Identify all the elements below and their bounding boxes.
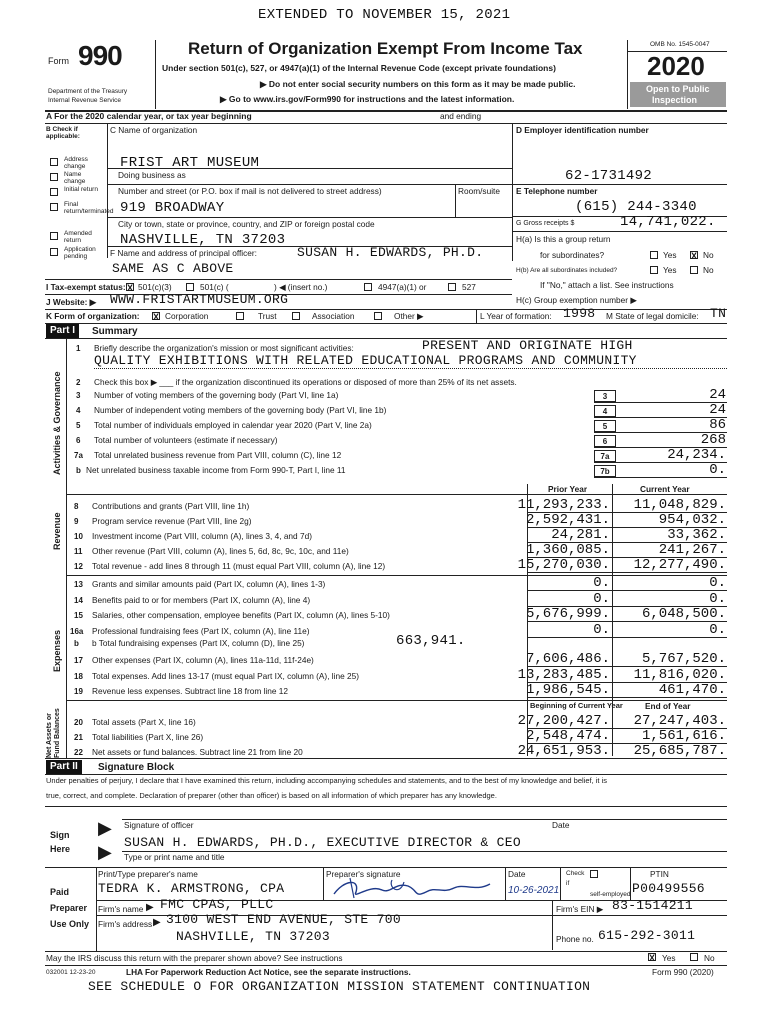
irs-link-notice: ▶ Go to www.irs.gov/Form990 for instructions and the latest information.	[220, 94, 515, 104]
subordinate-list-note: If "No," attach a list. See instructions	[540, 280, 674, 290]
ptin-value[interactable]: P00499556	[632, 881, 705, 896]
prep-sig-label: Preparer's signature	[326, 869, 401, 879]
line-label: Net assets or fund balances. Subtract line 21 from line 20	[92, 747, 303, 757]
checkbox-label: Final return/terminated	[64, 201, 114, 216]
k-corp-label: Corporation	[165, 311, 209, 321]
officer-label: F Name and address of principal officer:	[110, 248, 257, 258]
subordinates-label: H(b) Are all subordinates included?	[516, 267, 618, 274]
side-label-expenses: Expenses	[52, 629, 62, 672]
current-year-value[interactable]: 11,048,829.	[633, 497, 726, 513]
check-applicable-label: B Check if applicable:	[46, 126, 80, 141]
line-box-number: 7b	[594, 465, 616, 477]
phone-label: E Telephone number	[516, 186, 598, 196]
status-501c-label: 501(c) (	[200, 282, 229, 292]
line-number: 3	[76, 391, 81, 400]
here-label: Here	[50, 844, 71, 854]
form-title: Return of Organization Exempt From Income Tax	[188, 39, 583, 58]
k-assoc-label: Association	[312, 311, 355, 321]
ha-no-label: No	[703, 250, 714, 260]
line-label: Benefits paid to or for members (Part IX, column (A), line 4)	[92, 594, 311, 605]
side-label-governance: Activities & Governance	[52, 371, 62, 475]
treasury-dept: Department of the Treasury	[48, 88, 128, 95]
side-label-net-assets: Net Assets or Fund Balances	[46, 708, 61, 758]
perjury-text-2: true, correct, and complete. Declaration of preparer (other than officer) is based on all information of which preparer has any knowledge.	[46, 791, 497, 800]
line-number: 10	[74, 532, 83, 541]
sign-arrow-icon: ▶	[98, 818, 112, 838]
k-trust-label: Trust	[258, 311, 277, 321]
status-501c3-checkbox[interactable]: X	[127, 283, 134, 293]
k-corp-checkbox[interactable]: X	[153, 312, 160, 322]
preparer-name[interactable]: TEDRA K. ARMSTRONG, CPA	[98, 881, 285, 896]
open-public-line2: Inspection	[652, 95, 698, 105]
self-employed-label: self-employed	[590, 891, 631, 898]
line-value[interactable]: 24	[709, 387, 726, 403]
side-label-revenue: Revenue	[52, 512, 62, 550]
checkbox-final-return[interactable]	[50, 203, 58, 211]
prior-year-value[interactable]: 7,606,486.	[525, 651, 610, 667]
firm-phone-label: Phone no.	[556, 934, 594, 944]
officer-date-label: Date	[552, 820, 570, 830]
line-label: Total number of volunteers (estimate if necessary)	[94, 435, 278, 445]
prior-year-value[interactable]: 0.	[593, 590, 610, 607]
officer-signature-label: Signature of officer	[124, 820, 194, 830]
line-number: 20	[74, 718, 83, 727]
line-label: Total expenses. Add lines 13-17 (must equal Part IX, column (A), line 25)	[92, 670, 360, 681]
checkbox-name-change[interactable]	[50, 173, 58, 181]
status-501c3-label: 501(c)(3)	[138, 282, 172, 292]
tax-exempt-label: I Tax-exempt status:	[46, 282, 126, 292]
current-year-value[interactable]: 11,816,020.	[633, 666, 726, 683]
omb-number: OMB No. 1545-0047	[650, 41, 710, 48]
firm-address-2[interactable]: NASHVILLE, TN 37203	[176, 929, 330, 944]
officer-address[interactable]: SAME AS C ABOVE	[112, 261, 234, 276]
line-number: 5	[76, 421, 81, 430]
line-number: 12	[74, 562, 83, 571]
line-label: Grants and similar amounts paid (Part IX, column (A), lines 1-3)	[92, 579, 326, 589]
tax-year: 2020	[647, 51, 705, 81]
status-4947-checkbox[interactable]	[364, 283, 372, 291]
prior-year-value[interactable]: 24,281.	[551, 527, 610, 543]
if-label: if	[566, 880, 570, 887]
footer-lha: LHA For Paperwork Reduction Act Notice, see the separate instructions.	[126, 967, 411, 977]
firm-address-arrow-icon: ▶	[153, 917, 161, 928]
checkbox-label: Address change	[64, 156, 88, 171]
ein-label: D Employer identification number	[516, 125, 649, 135]
preparer-signature	[330, 874, 502, 902]
current-year-header: Current Year	[640, 484, 690, 494]
part-1-title: Summary	[92, 326, 138, 337]
current-year-value[interactable]: 954,032.	[658, 512, 726, 528]
sign-label: Sign	[50, 830, 70, 840]
perjury-text-1: Under penalties of perjury, I declare that I have examined this return, including accompanying schedules and statements, and to the best of my knowledge and belief, it is	[46, 776, 608, 785]
checkbox-label: Name change	[64, 171, 86, 186]
prior-year-value[interactable]: 5,676,999.	[525, 606, 610, 622]
mission-line-2[interactable]: QUALITY EXHIBITIONS WITH RELATED EDUCATIONAL PROGRAMS AND COMMUNITY	[94, 353, 637, 368]
line-label: Number of independent voting members of the governing body (Part VI, line 1b)	[94, 405, 387, 415]
line-value[interactable]: 86	[709, 417, 726, 433]
discuss-question: May the IRS discuss this return with the preparer shown above? See instructions	[46, 953, 343, 963]
line-box-number: 6	[594, 435, 616, 447]
current-year-value[interactable]: 33,362.	[667, 527, 726, 543]
line-number: 17	[74, 656, 83, 665]
group-return-label: H(a) Is this a group return	[516, 234, 611, 244]
check-label: Check	[566, 870, 585, 877]
line-label: Total unrelated business revenue from Part VIII, column (C), line 12	[94, 450, 342, 460]
sign-arrow-icon: ▶	[98, 842, 112, 862]
form-of-org-label: K Form of organization:	[46, 311, 140, 321]
line-label: Program service revenue (Part VIII, line 2g)	[92, 516, 252, 526]
prior-year-value[interactable]: 1,360,085.	[525, 542, 610, 558]
firm-address-label: Firm's address	[98, 919, 153, 929]
current-year-value[interactable]: 1,561,616.	[641, 728, 726, 744]
line-label: Salaries, other compensation, employee benefits (Part IX, column (A), lines 5-10)	[92, 610, 390, 620]
type-name-label: Type or print name and title	[124, 852, 225, 862]
line-2-label: Check this box ▶ ___ if the organization discontinued its operations or disposed of more than 25% of its net assets.	[94, 377, 517, 387]
form-word: Form	[48, 56, 69, 66]
checkbox-address-change[interactable]	[50, 158, 58, 166]
prior-year-value[interactable]: 0.	[593, 575, 610, 591]
current-year-value[interactable]: 25,685,787.	[633, 743, 726, 759]
paid-label: Paid	[50, 887, 70, 897]
line-a-ending: and ending	[440, 111, 482, 121]
line-16b-label: b Total fundraising expenses (Part IX, column (D), line 25)	[92, 638, 305, 648]
part-2-tag: Part II	[46, 760, 82, 774]
prior-year-header: Prior Year	[548, 484, 588, 494]
domicile-label: M State of legal domicile:	[606, 311, 699, 321]
prior-year-value[interactable]: 24,651,953.	[517, 743, 610, 759]
group-return-label2: for subordinates?	[540, 250, 605, 260]
line-label: Professional fundraising fees (Part IX, column (A), line 11e)	[92, 625, 310, 636]
prior-year-value[interactable]: 0.	[593, 621, 610, 638]
status-527-label: 527	[462, 282, 476, 292]
line-label: Other expenses (Part IX, column (A), lines 11a-11d, 11f-24e)	[92, 655, 314, 665]
current-year-value[interactable]: 12,277,490.	[633, 557, 726, 573]
current-year-value[interactable]: 0.	[709, 575, 726, 591]
line-box-number: 4	[594, 405, 616, 417]
firm-name[interactable]: FMC CPAS, PLLC	[160, 897, 274, 912]
line-number: 9	[74, 517, 79, 526]
ha-yes-label: Yes	[663, 250, 677, 260]
org-name[interactable]: FRIST ART MUSEUM	[120, 155, 260, 171]
current-year-value[interactable]: 6,048,500.	[641, 606, 726, 622]
begin-year-header: Beginning of Current Year	[530, 701, 623, 710]
line-number: 21	[74, 733, 83, 742]
line-label: Number of voting members of the governing body (Part VI, line 1a)	[94, 390, 339, 400]
line-1-label: Briefly describe the organization's mission or most significant activities:	[94, 343, 354, 353]
preparer-label: Preparer	[50, 903, 88, 913]
ha-yes-checkbox[interactable]	[650, 251, 658, 259]
checkbox-application-pending[interactable]	[50, 248, 58, 256]
k-other-label: Other ▶	[394, 311, 424, 321]
firm-ein-label: Firm's EIN ▶	[556, 904, 604, 914]
formation-year-label: L Year of formation:	[480, 311, 552, 321]
line-label: Net unrelated business taxable income from Form 990-T, Part I, line 11	[86, 465, 346, 475]
schedule-o-note: SEE SCHEDULE O FOR ORGANIZATION MISSION STATEMENT CONTINUATION	[88, 979, 591, 994]
line-box-number: 3	[594, 390, 616, 402]
prep-date-label: Date	[508, 869, 526, 879]
website-value[interactable]: WWW.FRISTARTMUSEUM.ORG	[110, 292, 289, 307]
current-year-value[interactable]: 5,767,520.	[641, 651, 726, 667]
principal-officer[interactable]: SUSAN H. EDWARDS, PH.D.	[297, 245, 484, 260]
prior-year-value[interactable]: 11,293,233.	[517, 497, 610, 513]
status-501c-checkbox[interactable]	[186, 283, 194, 291]
firm-ein[interactable]: 83-1514211	[612, 898, 694, 913]
line-label: Total liabilities (Part X, line 26)	[92, 732, 204, 742]
line-number: 14	[74, 595, 83, 605]
current-year-value[interactable]: 0.	[709, 621, 726, 638]
street-address[interactable]: 919 BROADWAY	[120, 200, 225, 216]
line-number: 7a	[74, 451, 83, 460]
line-number: 16a	[70, 626, 84, 636]
current-year-value[interactable]: 241,267.	[658, 542, 726, 558]
line-number: b	[76, 466, 81, 475]
phone-value[interactable]: (615) 244-3340	[575, 199, 697, 215]
use-only-label: Use Only	[50, 919, 90, 929]
current-year-value[interactable]: 0.	[709, 590, 726, 607]
form-number: 990	[78, 40, 122, 71]
checkbox-label: Initial return	[64, 186, 98, 193]
prior-year-value[interactable]: 1,986,545.	[525, 682, 610, 698]
prior-year-value[interactable]: 2,592,431.	[525, 512, 610, 528]
checkbox-label: Amended return	[64, 230, 92, 245]
hb-yes-checkbox[interactable]	[650, 266, 658, 274]
status-4947-label: 4947(a)(1) or	[378, 282, 427, 292]
room-suite-label: Room/suite	[458, 186, 500, 196]
line-number: 6	[76, 436, 81, 445]
discuss-yes-label: Yes	[662, 953, 676, 963]
k-trust-checkbox[interactable]	[236, 312, 244, 320]
footer-form-ref: Form 990 (2020)	[652, 967, 714, 977]
line-number: 13	[74, 580, 83, 589]
preparer-date[interactable]: 10-26-2021	[508, 885, 560, 896]
city-state-zip[interactable]: NASHVILLE, TN 37203	[120, 232, 286, 248]
dba-label: Doing business as	[118, 170, 186, 180]
current-year-value[interactable]: 461,470.	[658, 682, 726, 698]
firm-arrow-icon: ▶	[146, 902, 154, 913]
domicile-state[interactable]: TN	[710, 306, 727, 321]
end-year-header: End of Year	[645, 701, 691, 711]
prep-name-label: Print/Type preparer's name	[98, 869, 198, 879]
formation-year[interactable]: 1998	[563, 306, 596, 321]
prior-year-value[interactable]: 13,283,485.	[517, 666, 610, 683]
prior-year-value[interactable]: 15,270,030.	[517, 557, 610, 573]
open-public-line1: Open to Public	[646, 84, 710, 94]
line-box-number: 5	[594, 420, 616, 432]
line-value[interactable]: 24	[709, 402, 726, 418]
line-number: 22	[74, 748, 83, 757]
line-label: Other revenue (Part VIII, column (A), lines 5, 6d, 8c, 9c, 10c, and 11e)	[92, 546, 349, 556]
status-insert-label: ) ◀ (insert no.)	[274, 282, 328, 292]
city-label: City or town, state or province, country, and ZIP or foreign postal code	[118, 219, 375, 229]
group-exemption-label: H(c) Group exemption number ▶	[516, 295, 637, 305]
ha-no-checkbox[interactable]: X	[691, 251, 698, 261]
discuss-yes-checkbox[interactable]: X	[649, 953, 656, 963]
gross-receipts-label: G Gross receipts $	[516, 220, 575, 227]
irs-name: Internal Revenue Service	[48, 97, 121, 104]
street-label: Number and street (or P.O. box if mail is not delivered to street address)	[118, 186, 382, 196]
website-label: J Website: ▶	[46, 297, 97, 307]
line-label: Revenue less expenses. Subtract line 18 from line 12	[92, 686, 289, 696]
checkbox-initial-return[interactable]	[50, 188, 58, 196]
discuss-no-label: No	[704, 953, 715, 963]
checkbox-amended-return[interactable]	[50, 232, 58, 240]
line-label: Total number of individuals employed in calendar year 2020 (Part V, line 2a)	[94, 420, 372, 430]
footer-code: 032001 12-23-20	[46, 969, 96, 976]
firm-address-1[interactable]: 3100 WEST END AVENUE, STE 700	[166, 912, 401, 927]
part-1-tag: Part I	[46, 324, 79, 338]
hb-no-checkbox[interactable]	[690, 266, 698, 274]
officer-name-title[interactable]: SUSAN H. EDWARDS, PH.D., EXECUTIVE DIRECTOR & CEO	[124, 835, 521, 850]
extended-notice: EXTENDED TO NOVEMBER 15, 2021	[258, 7, 511, 23]
org-name-label: C Name of organization	[110, 125, 198, 135]
part-2-title: Signature Block	[98, 762, 175, 773]
ssn-notice: ▶ Do not enter social security numbers on this form as it may be made public.	[260, 79, 576, 89]
status-527-checkbox[interactable]	[448, 283, 456, 291]
line-number: 19	[74, 687, 83, 696]
ptin-label: PTIN	[650, 869, 669, 879]
line-label: Total revenue - add lines 8 through 11 (must equal Part VIII, column (A), line 12)	[92, 561, 386, 571]
discuss-no-checkbox[interactable]	[690, 953, 698, 961]
form-subtitle: Under section 501(c), 527, or 4947(a)(1) of the Internal Revenue Code (except private foundations)	[162, 63, 556, 73]
line-number: 18	[74, 671, 83, 681]
line-number: 15	[74, 611, 83, 620]
line-label: Contributions and grants (Part VIII, line 1h)	[92, 501, 250, 511]
line-a-label: A For the 2020 calendar year, or tax year beginning	[46, 111, 252, 121]
line-label: Total assets (Part X, line 16)	[92, 717, 196, 727]
line-number: 11	[74, 547, 83, 556]
line-number: 8	[74, 502, 79, 511]
line-16b-value[interactable]: 663,941.	[396, 633, 466, 649]
line-label: Investment income (Part VIII, column (A), lines 3, 4, and 7d)	[92, 531, 312, 541]
k-assoc-checkbox[interactable]	[292, 312, 300, 320]
k-other-checkbox[interactable]	[374, 312, 382, 320]
line-value[interactable]: 24,234.	[667, 447, 726, 463]
hb-yes-label: Yes	[663, 265, 677, 275]
gross-receipts-value[interactable]: 14,741,022.	[620, 214, 716, 230]
checkbox-label: Application pending	[64, 246, 96, 261]
line-box-number: 7a	[594, 450, 616, 462]
current-year-value[interactable]: 27,247,403.	[633, 713, 726, 729]
prior-year-value[interactable]: 2,548,474.	[525, 728, 610, 744]
line-value[interactable]: 268	[700, 432, 726, 448]
ein-value[interactable]: 62-1731492	[565, 168, 653, 184]
line-number: 4	[76, 406, 81, 415]
prior-year-value[interactable]: 27,200,427.	[517, 713, 610, 729]
self-employed-checkbox[interactable]	[590, 870, 598, 878]
firm-name-label: Firm's name	[98, 904, 144, 914]
mission-line-1[interactable]: PRESENT AND ORIGINATE HIGH	[422, 338, 633, 353]
line-value[interactable]: 0.	[709, 462, 726, 478]
hb-no-label: No	[703, 265, 714, 275]
firm-phone[interactable]: 615-292-3011	[598, 928, 696, 943]
